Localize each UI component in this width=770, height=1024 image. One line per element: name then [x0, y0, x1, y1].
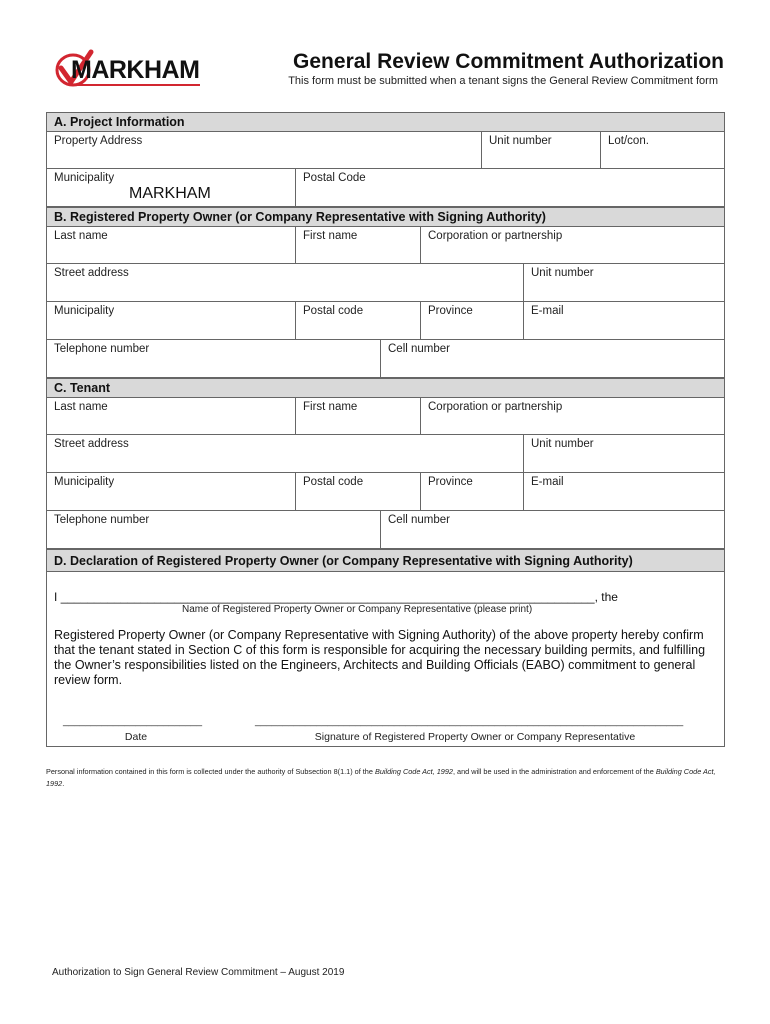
- lot-con-field[interactable]: [600, 132, 724, 168]
- owner-email-field[interactable]: [523, 302, 724, 339]
- tenant-telephone-label: Telephone number: [54, 514, 150, 526]
- section-c-row-4: [46, 511, 725, 549]
- owner-email-label: E-mail: [531, 305, 564, 317]
- section-c-row-3: [46, 473, 725, 511]
- tenant-telephone-field[interactable]: [47, 511, 380, 548]
- page-subtitle: This form must be submitted when a tenant signs the General Review Commitment form: [288, 75, 718, 87]
- unit-number-label: Unit number: [489, 135, 552, 147]
- municipality-value: MARKHAM: [129, 185, 211, 202]
- property-address-label: Property Address: [54, 135, 143, 147]
- lot-con-label: Lot/con.: [608, 135, 649, 147]
- section-c-row-1: [46, 397, 725, 435]
- declaration-box: [46, 571, 725, 747]
- tenant-province-label: Province: [428, 476, 473, 488]
- date-line[interactable]: _________________________: [63, 716, 203, 727]
- owner-corporation-label: Corporation or partnership: [428, 230, 563, 242]
- owner-name-blank: ________________________________________________________________________________: [60, 590, 595, 604]
- owner-first-name-field[interactable]: [295, 227, 420, 263]
- tenant-street-address-field[interactable]: [47, 435, 523, 472]
- tenant-unit-number-label: Unit number: [531, 438, 594, 450]
- declaration-text: Registered Property Owner (or Company Representative with Signing Authority) of the above property hereby confirm that the tenant stated in Section C of this form is responsible for acquiring the necessary building permits, and fulfilling the Owner’s responsibilities listed on the Engineers, Architects and Building Officials (EABO) commitment to general review form.: [54, 628, 706, 687]
- section-b-row-4: [46, 340, 725, 378]
- tenant-postal-code-label: Postal code: [303, 476, 364, 488]
- tenant-email-field[interactable]: [523, 473, 724, 510]
- tenant-street-address-label: Street address: [54, 438, 129, 450]
- tenant-province-field[interactable]: [420, 473, 523, 510]
- footnote-part-3: .: [62, 779, 65, 788]
- footnote-act-1: Building Code Act, 1992: [374, 767, 453, 776]
- section-a-row-1: [46, 131, 725, 169]
- logo-wordmark: MARKHAM: [71, 56, 200, 84]
- section-b-heading: B. Registered Property Owner (or Company Representative with Signing Authority): [46, 207, 725, 226]
- owner-municipality-label: Municipality: [54, 305, 115, 317]
- owner-postal-code-label: Postal code: [303, 305, 364, 317]
- tenant-municipality-field[interactable]: [47, 473, 295, 510]
- signature-line[interactable]: _____________________________________________________________________________: [255, 716, 684, 727]
- decl-prefix: I: [54, 590, 58, 604]
- section-d-heading: D. Declaration of Registered Property Owner (or Company Representative with Signing Authority): [46, 549, 725, 571]
- municipality-label: Municipality: [54, 172, 115, 184]
- tenant-unit-number-field[interactable]: [523, 435, 724, 472]
- owner-telephone-field[interactable]: [47, 340, 380, 377]
- section-b-row-3: [46, 302, 725, 340]
- section-c-row-2: [46, 435, 725, 473]
- page-footer: Authorization to Sign General Review Commitment – August 2019: [52, 967, 345, 978]
- section-b-row-1: [46, 226, 725, 264]
- municipality-field[interactable]: [47, 169, 295, 206]
- owner-last-name-field[interactable]: [47, 227, 295, 263]
- owner-corporation-field[interactable]: [420, 227, 724, 263]
- owner-street-address-label: Street address: [54, 267, 129, 279]
- page-title: General Review Commitment Authorization: [293, 50, 724, 73]
- footnote-act-2: Building Code Act, 1992: [46, 767, 716, 788]
- signature-label: Signature of Registered Property Owner or Company Representative: [314, 731, 636, 743]
- owner-telephone-label: Telephone number: [54, 343, 150, 355]
- tenant-first-name-label: First name: [303, 401, 358, 413]
- postal-code-label: Postal Code: [303, 172, 366, 184]
- tenant-corporation-field[interactable]: [420, 398, 724, 434]
- owner-unit-number-label: Unit number: [531, 267, 594, 279]
- tenant-cell-field[interactable]: [380, 511, 724, 548]
- tenant-postal-code-field[interactable]: [295, 473, 420, 510]
- tenant-last-name-label: Last name: [54, 401, 108, 413]
- owner-postal-code-field[interactable]: [295, 302, 420, 339]
- tenant-municipality-label: Municipality: [54, 476, 115, 488]
- tenant-first-name-field[interactable]: [295, 398, 420, 434]
- owner-unit-number-field[interactable]: [523, 264, 724, 301]
- owner-name-line[interactable]: [54, 590, 618, 604]
- footnote-part-2: , and will be used in the administration and enforcement of the: [452, 767, 656, 776]
- markham-logo: [55, 48, 205, 88]
- owner-province-label: Province: [428, 305, 473, 317]
- section-c-heading: C. Tenant: [46, 378, 725, 397]
- owner-street-address-field[interactable]: [47, 264, 523, 301]
- tenant-last-name-field[interactable]: [47, 398, 295, 434]
- decl-suffix: , the: [594, 590, 618, 604]
- date-label: Date: [124, 731, 148, 743]
- authorization-form: [46, 112, 725, 747]
- property-address-field[interactable]: [47, 132, 481, 168]
- tenant-cell-label: Cell number: [388, 514, 450, 526]
- owner-municipality-field[interactable]: [47, 302, 295, 339]
- section-a-heading: A. Project Information: [46, 112, 725, 131]
- footnote-part-1: Personal information contained in this form is collected under the authority of Subsection 8(1.1) of the: [46, 767, 375, 776]
- section-a-row-2: [46, 169, 725, 207]
- owner-cell-field[interactable]: [380, 340, 724, 377]
- owner-cell-label: Cell number: [388, 343, 450, 355]
- owner-last-name-label: Last name: [54, 230, 108, 242]
- owner-province-field[interactable]: [420, 302, 523, 339]
- postal-code-field[interactable]: [295, 169, 724, 206]
- section-b-row-2: [46, 264, 725, 302]
- tenant-corporation-label: Corporation or partnership: [428, 401, 563, 413]
- owner-name-caption: Name of Registered Property Owner or Company Representative (please print): [182, 604, 533, 615]
- unit-number-field[interactable]: [481, 132, 600, 168]
- owner-first-name-label: First name: [303, 230, 358, 242]
- privacy-footnote: [46, 766, 726, 790]
- tenant-email-label: E-mail: [531, 476, 564, 488]
